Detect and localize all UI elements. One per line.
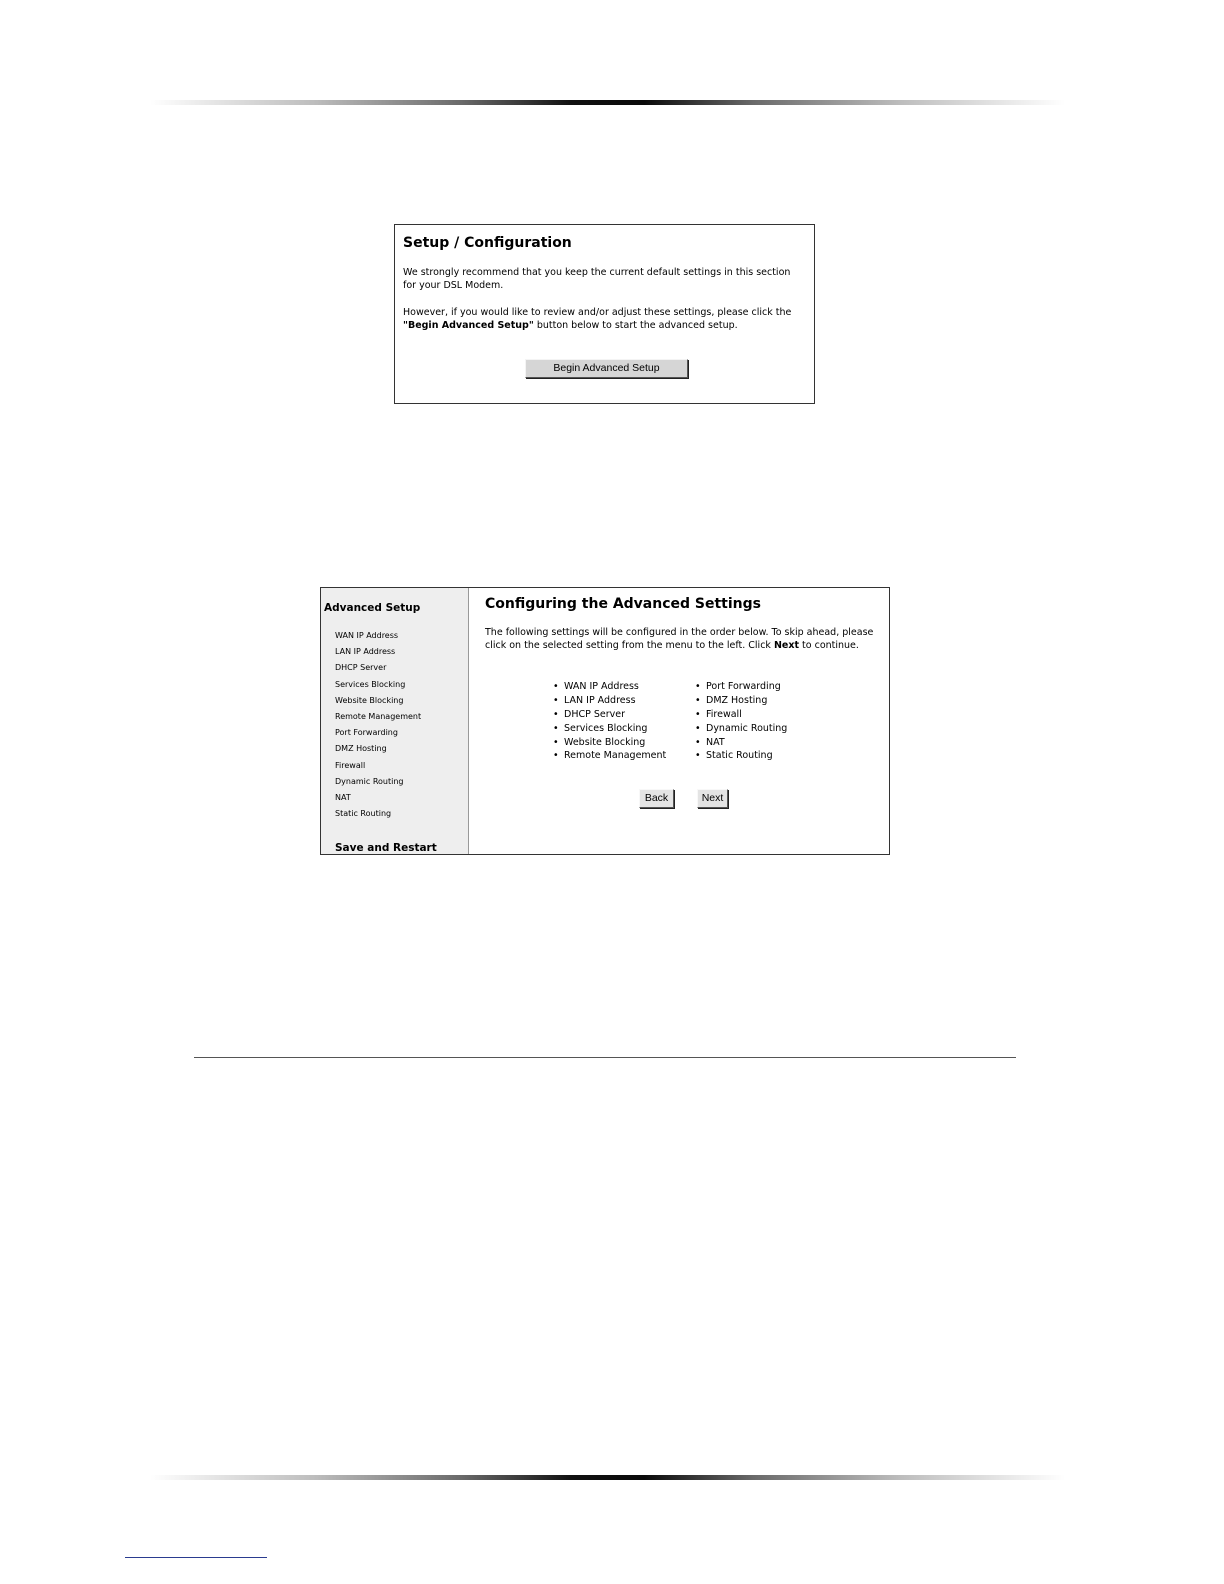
next-button[interactable]: Next (697, 789, 728, 808)
advanced-settings-intro (485, 627, 881, 652)
setup-configuration-title: Setup / Configuration (403, 235, 572, 251)
sidebar-item-wan-ip-address[interactable]: WAN IP Address (335, 631, 399, 640)
sidebar-title[interactable]: Advanced Setup (324, 602, 421, 614)
intro-text-end: to continue. (799, 639, 859, 651)
sidebar-item-remote-management[interactable]: Remote Management (335, 711, 422, 721)
back-button[interactable]: Back (639, 789, 674, 808)
list-item: • Static Routing (695, 749, 787, 763)
sidebar-item-static-routing[interactable]: Static Routing (335, 809, 392, 819)
list-item: • DHCP Server (553, 708, 666, 722)
list-item: • Website Blocking (553, 736, 666, 750)
sidebar-item-website-blocking[interactable]: Website Blocking (335, 695, 404, 705)
list-item: • Dynamic Routing (695, 722, 787, 736)
sidebar-item-dmz-hosting[interactable]: DMZ Hosting (335, 744, 387, 754)
advanced-setup-sidebar (321, 588, 469, 854)
footnote-rule (125, 1557, 267, 1558)
settings-list-left (553, 680, 666, 763)
settings-list-right (695, 680, 787, 763)
list-item: • Port Forwarding (695, 680, 787, 694)
intro-text-start: The following settings will be configured in the order below. To skip ahead, please click on the selected setting from the menu to the left. Click (485, 627, 874, 651)
instruction-text-end: button below to start the advanced setup. (533, 319, 738, 331)
setup-configuration-panel (394, 224, 815, 404)
header-rule (150, 100, 1065, 105)
list-item: • DMZ Hosting (695, 694, 787, 708)
instruction-text-start: However, if you would like to review and/or adjust these settings, please click the (403, 307, 792, 318)
sidebar-item-lan-ip-address[interactable]: LAN IP Address (335, 647, 396, 657)
sidebar-item-save-and-restart[interactable]: Save and Restart (335, 842, 437, 854)
sidebar-item-dynamic-routing[interactable]: Dynamic Routing (335, 776, 404, 786)
sidebar-item-firewall[interactable]: Firewall (335, 760, 366, 770)
setup-recommendation-text: We strongly recommend that you keep the current default settings in this section for your DSL Modem. (403, 267, 791, 291)
sidebar-item-services-blocking[interactable]: Services Blocking (335, 679, 406, 689)
instruction-text-bold: "Begin Advanced Setup" (403, 319, 534, 331)
list-item: • Firewall (695, 708, 787, 722)
list-item: • Services Blocking (553, 722, 666, 736)
sidebar-item-nat[interactable]: NAT (335, 792, 351, 802)
advanced-settings-title: Configuring the Advanced Settings (485, 596, 761, 612)
intro-text-bold: Next (773, 639, 800, 651)
list-item: • WAN IP Address (553, 680, 666, 694)
sidebar-item-port-forwarding[interactable]: Port Forwarding (335, 728, 398, 738)
section-divider (194, 1057, 1016, 1058)
begin-advanced-setup-button[interactable]: Begin Advanced Setup (525, 359, 688, 378)
sidebar-menu (335, 630, 421, 824)
setup-instruction-text (403, 307, 798, 332)
advanced-settings-panel (320, 587, 890, 855)
footer-rule (150, 1475, 1065, 1480)
list-item: • Remote Management (553, 749, 666, 763)
list-item: • NAT (695, 736, 787, 750)
sidebar-item-dhcp-server[interactable]: DHCP Server (335, 663, 387, 673)
list-item: • LAN IP Address (553, 694, 666, 708)
